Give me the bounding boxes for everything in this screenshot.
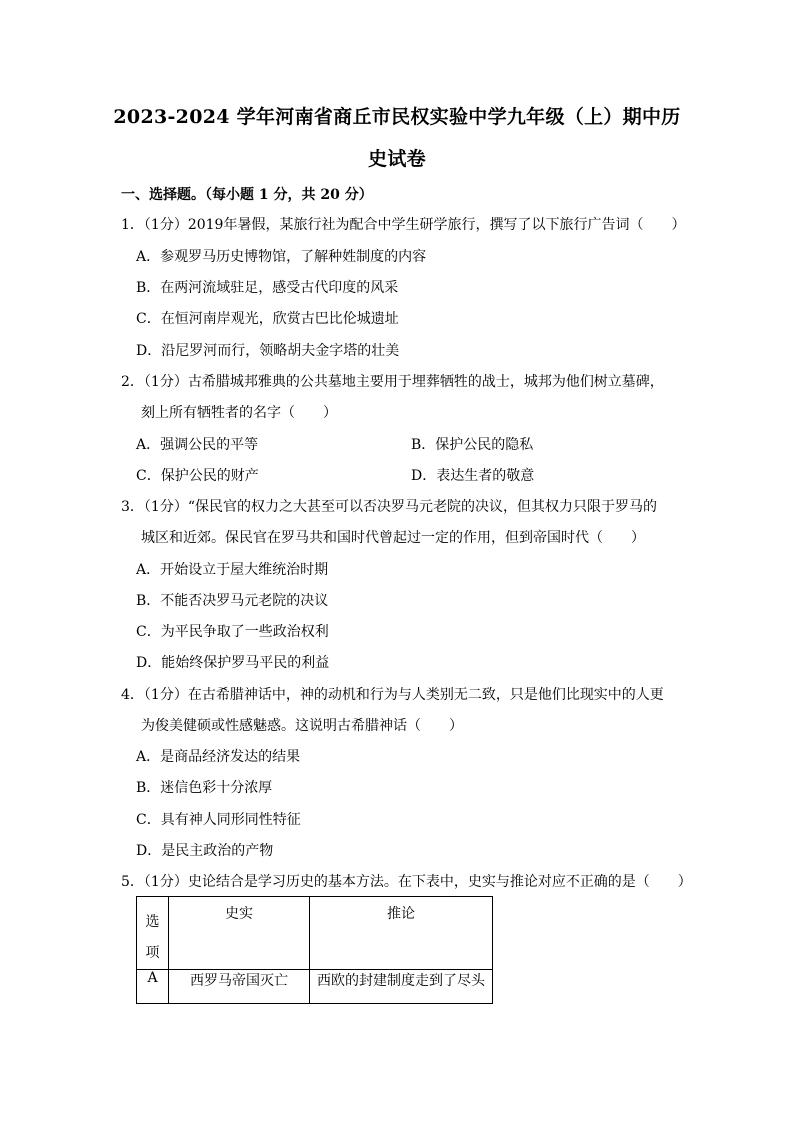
table-header-option: 选项: [137, 897, 169, 970]
question-1-option-d: D．沿尼罗河而行，领略胡夫金字塔的壮美: [136, 343, 400, 359]
question-1-option-a: A．参观罗马历史博物馆，了解种姓制度的内容: [136, 249, 427, 265]
table-cell-inference: 西欧的封建制度走到了尽头: [310, 970, 493, 1004]
question-3-option-a: A．开始设立于屋大维统治时期: [136, 562, 329, 578]
question-1-stem: 1．（1分）2019年暑假，某旅行社为配合中学生研学旅行，撰写了以下旅行广告词（ ）: [121, 217, 686, 233]
question-4-option-a: A．是商品经济发达的结果: [136, 749, 301, 765]
question-1-option-c: C．在恒河南岸观光，欣赏古巴比伦城遗址: [136, 311, 399, 327]
question-2-option-c: C．保护公民的财产: [136, 468, 259, 484]
question-1-option-b: B．在两河流域驻足，感受古代印度的风采: [136, 280, 399, 296]
question-3-option-c: C．为平民争取了一些政治权利: [136, 624, 329, 640]
question-2-option-b: B．保护公民的隐私: [411, 437, 534, 453]
exam-title-line2: 史试卷: [368, 148, 426, 170]
question-4-stem-line2: 为俊美健硕或性感魅惑。这说明古希腊神话（ ）: [141, 718, 463, 734]
section-heading: 一、选择题。（每小题 1 分，共 20 分）: [121, 187, 373, 203]
table-cell-fact: 西罗马帝国灭亡: [169, 970, 310, 1004]
question-2-stem-line1: 2．（1分）古希腊城邦雅典的公共墓地主要用于埋葬牺牲的战士，城邦为他们树立墓碑，: [121, 374, 664, 390]
question-2-stem-line2: 刻上所有牺牲者的名字（ ）: [141, 405, 337, 421]
table-cell-option: A: [137, 970, 169, 1004]
question-4-option-c: C．具有神人同形同性特征: [136, 812, 301, 828]
question-3-option-d: D．能始终保护罗马平民的利益: [136, 655, 330, 671]
question-3-stem-line1: 3．（1分）“保民官的权力之大甚至可以否决罗马元老院的决议，但其权力只限于罗马的: [121, 499, 657, 515]
question-3-option-b: B．不能否决罗马元老院的决议: [136, 593, 329, 609]
question-5-stem: 5．（1分）史论结合是学习历史的基本方法。在下表中，史实与推论对应不正确的是（ ）: [121, 874, 692, 890]
table-header-inference: 推论: [310, 897, 493, 970]
question-5-table: [136, 896, 493, 1004]
question-4-option-b: B．迷信色彩十分浓厚: [136, 780, 273, 796]
question-4-stem-line1: 4．（1分）在古希腊神话中，神的动机和行为与人类别无二致，只是他们比现实中的人更: [121, 687, 664, 703]
exam-title-line1: 2023-2024 学年河南省商丘市民权实验中学九年级（上）期中历: [113, 106, 681, 128]
table-header-fact: 史实: [169, 897, 310, 970]
question-2-option-a: A．强调公民的平等: [136, 437, 259, 453]
question-2-option-d: D．表达生者的敬意: [411, 468, 535, 484]
table-header-row: [137, 897, 493, 970]
question-3-stem-line2: 城区和近郊。保民官在罗马共和国时代曾起过一定的作用，但到帝国时代（ ）: [141, 530, 645, 546]
question-4-option-d: D．是民主政治的产物: [136, 843, 274, 859]
table-row: [137, 970, 493, 1004]
